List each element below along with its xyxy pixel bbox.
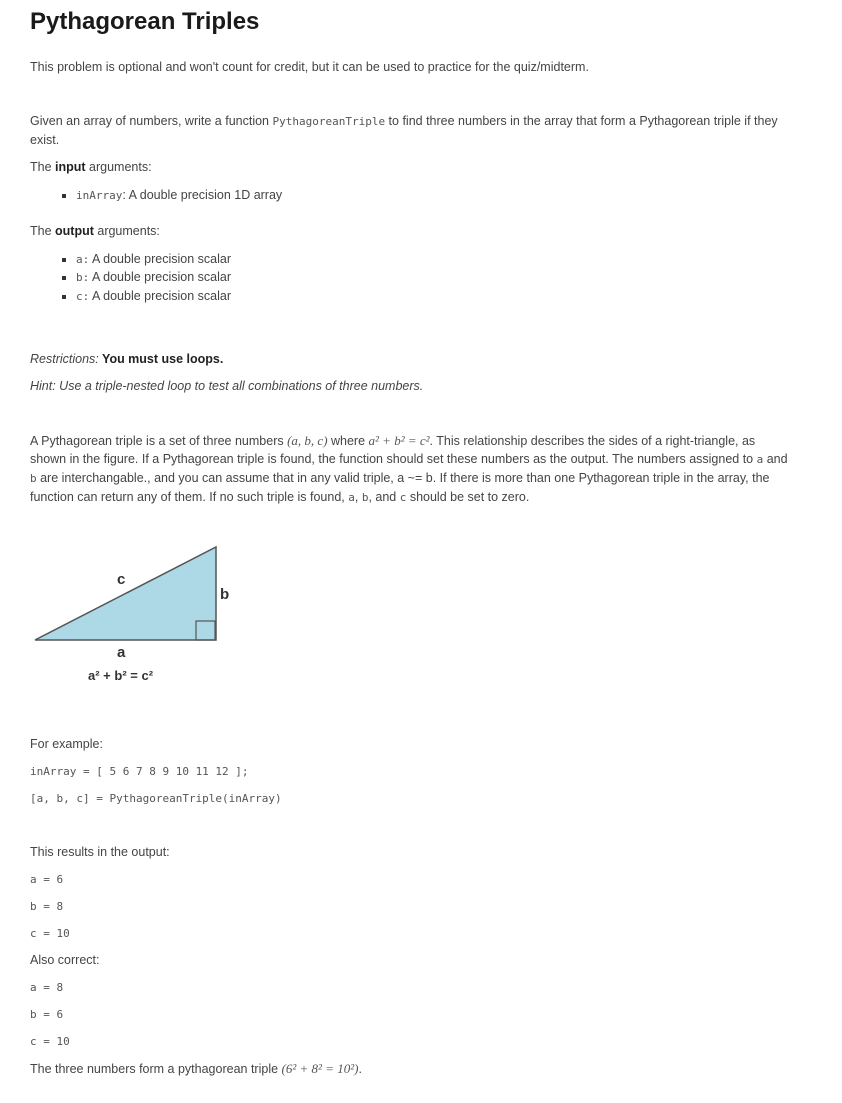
desc-text: ,: [354, 490, 362, 504]
arg-desc: A double precision scalar: [89, 289, 232, 303]
math-expression: (6² + 8² = 10²): [281, 1061, 359, 1076]
label-c: c: [117, 571, 126, 588]
arg-desc: A double precision scalar: [89, 252, 232, 266]
also-correct-label: Also correct:: [30, 953, 100, 967]
output-label: [30, 224, 160, 238]
example-code-line: inArray = [ 5 6 7 8 9 10 11 12 ];: [30, 765, 249, 778]
desc-text: shown in the figure. If a Pythagorean triple is found, the function should set these numbers as the output. The numbers assigned to: [30, 452, 757, 466]
output-item: [76, 252, 231, 266]
output-label-post: arguments:: [93, 224, 160, 238]
output-label-bold: output: [55, 224, 94, 238]
math-expression: a² + b² = c²: [368, 433, 430, 448]
code-inline: b: [30, 472, 37, 485]
output-line: b = 6: [30, 1008, 64, 1021]
code-inline: b: [361, 491, 369, 504]
right-triangle: [35, 547, 216, 640]
arg-name: b:: [76, 271, 90, 284]
task-text: Given an array of numbers, write a function: [30, 114, 273, 128]
results-label: This results in the output:: [30, 845, 170, 859]
task-line-1: [30, 114, 778, 128]
arg-name: c:: [76, 290, 90, 303]
desc-text: function can return any of them. If no such triple is found,: [30, 490, 349, 504]
triangle-figure: [30, 540, 230, 690]
desc-text: A Pythagorean triple is a set of three numbers: [30, 434, 288, 448]
final-text: .: [358, 1062, 362, 1076]
example-label: For example:: [30, 737, 103, 751]
equation-label: a² + b² = c²: [88, 668, 154, 683]
input-label-pre: The: [30, 160, 56, 174]
function-name: PythagoreanTriple: [272, 115, 386, 128]
arg-name: inArray: [76, 189, 123, 202]
description-line-3: [30, 471, 769, 485]
input-label-post: arguments:: [85, 160, 152, 174]
desc-text: and: [763, 452, 788, 466]
desc-text: , and: [368, 490, 400, 504]
input-label: [30, 160, 152, 174]
output-item: [76, 270, 231, 284]
final-text: The three numbers form a pythagorean triple: [30, 1062, 282, 1076]
label-a: a: [117, 644, 126, 661]
output-line: b = 8: [30, 900, 64, 913]
desc-text: where: [327, 434, 369, 448]
code-inline: c: [399, 491, 407, 504]
output-line: a = 6: [30, 873, 64, 886]
desc-text: . This relationship describes the sides of a right-triangle, as: [429, 434, 756, 448]
hint-text: Hint: Use a triple-nested loop to test all combinations of three numbers.: [30, 379, 424, 393]
input-item: [76, 188, 282, 202]
description-line-2: [30, 452, 788, 466]
code-inline: a: [348, 491, 355, 504]
arg-desc: A double precision scalar: [89, 270, 232, 284]
bullet-icon: [62, 276, 66, 280]
final-sentence: [30, 1061, 362, 1077]
bullet-icon: [62, 258, 66, 262]
intro-text: This problem is optional and won't count for credit, but it can be used to practice for the quiz/midterm.: [30, 60, 589, 74]
task-line-2: exist.: [30, 133, 60, 147]
task-text: to find three numbers in the array that form a Pythagorean triple if they: [385, 114, 778, 128]
bullet-icon: [62, 194, 66, 198]
label-b: b: [220, 586, 230, 603]
arg-name: a:: [76, 253, 90, 266]
desc-text: are interchangable., and you can assume that in any valid triple, a ~= b. If there is more than one Pythagorean triple in the array, the: [36, 471, 770, 485]
output-line: c = 10: [30, 1035, 70, 1048]
output-line: c = 10: [30, 927, 70, 940]
code-inline: a: [756, 453, 764, 466]
page-title: Pythagorean Triples: [30, 8, 260, 35]
restrictions-text: You must use loops.: [98, 352, 224, 366]
bullet-icon: [62, 295, 66, 299]
input-label-bold: input: [55, 160, 86, 174]
output-line: a = 8: [30, 981, 64, 994]
desc-text: should be set to zero.: [406, 490, 530, 504]
output-label-pre: The: [30, 224, 56, 238]
description-line-1: [30, 433, 755, 449]
math-expression: (a, b, c): [287, 433, 328, 448]
description-line-4: [30, 490, 529, 504]
restrictions: [30, 352, 223, 366]
example-code-line: [a, b, c] = PythagoreanTriple(inArray): [30, 792, 282, 805]
restrictions-label: Restrictions:: [30, 352, 99, 366]
arg-desc: : A double precision 1D array: [122, 188, 283, 202]
output-item: [76, 289, 231, 303]
